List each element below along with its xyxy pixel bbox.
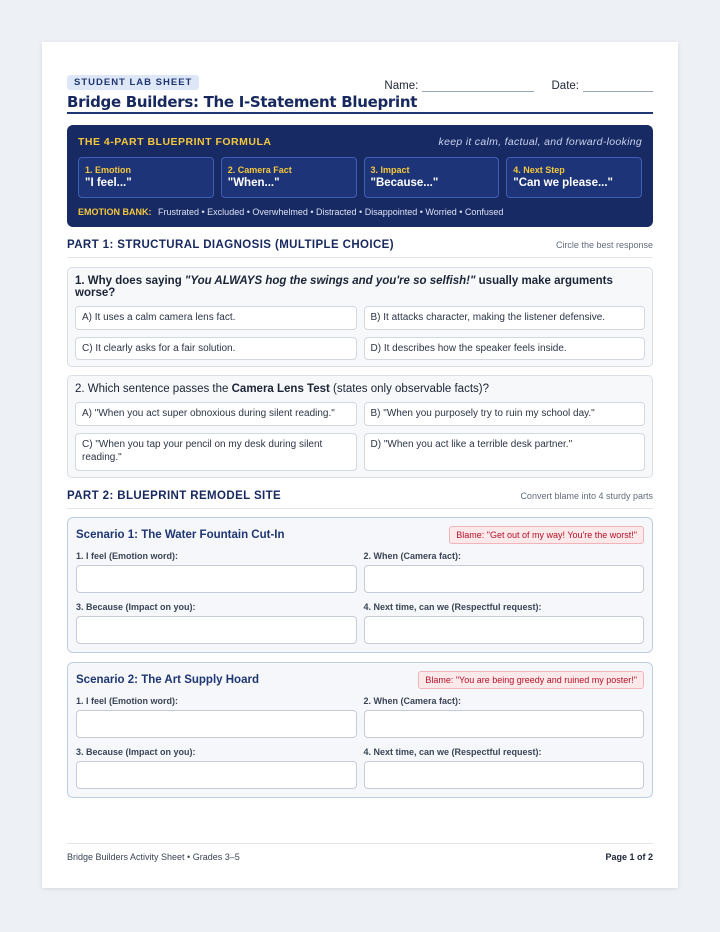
worksheet-title: Bridge Builders: The I-Statement Blueprint — [67, 93, 418, 111]
answer-option-a[interactable]: A) "When you act super obnoxious during silent reading." — [75, 402, 357, 426]
part1-header — [67, 239, 653, 258]
blame-statement: Blame: "Get out of my way! You're the worst!" — [449, 526, 644, 544]
request-field-label: 4. Next time, can we (Respectful request): — [363, 601, 542, 612]
page-number: Page 1 of 2 — [605, 852, 653, 862]
request-input[interactable] — [364, 761, 645, 789]
worksheet-page — [42, 42, 678, 888]
step-label: 3. Impact — [370, 165, 410, 175]
name-line[interactable] — [422, 91, 534, 92]
question-text-part: (states only observable facts)? — [329, 383, 490, 395]
emotion-field-label: 1. I feel (Emotion word): — [76, 550, 179, 561]
blueprint-formula-box — [67, 125, 653, 227]
formula-step-emotion — [78, 157, 214, 198]
name-label: Name: — [384, 80, 419, 92]
scenario-1-fields — [76, 551, 644, 644]
emotion-input[interactable] — [76, 565, 357, 593]
emotion-input[interactable] — [76, 710, 357, 738]
footer-sheet-name: Bridge Builders Activity Sheet • Grades 3–5 — [67, 852, 240, 862]
step-phrase: "Can we please..." — [513, 177, 613, 189]
scenario-2 — [67, 662, 653, 798]
part1-title: PART 1: STRUCTURAL DIAGNOSIS (MULTIPLE CHOICE) — [67, 239, 394, 251]
request-field-label: 4. Next time, can we (Respectful request): — [363, 746, 542, 757]
answer-option-d[interactable]: D) "When you act like a terrible desk partner." — [364, 433, 646, 471]
formula-step-impact — [364, 157, 500, 198]
question-2-text — [75, 383, 645, 395]
camera-fact-field-label: 2. When (Camera fact): — [363, 550, 462, 561]
formula-title: THE 4-PART BLUEPRINT FORMULA — [78, 136, 272, 148]
question-2-options — [75, 402, 645, 471]
answer-option-a[interactable]: A) It uses a calm camera lens fact. — [75, 306, 357, 330]
question-text-part: usually make arguments worse? — [75, 275, 613, 299]
impact-input[interactable] — [76, 761, 357, 789]
answer-option-c[interactable]: C) "When you tap your pencil on my desk during silent reading." — [75, 433, 357, 471]
request-input[interactable] — [364, 616, 645, 644]
formula-step-camera-fact — [221, 157, 357, 198]
formula-step-next-step — [506, 157, 642, 198]
part2-header — [67, 490, 653, 509]
step-phrase: "When..." — [227, 177, 280, 189]
part2-note: Convert blame into 4 sturdy parts — [520, 490, 653, 501]
scenario-2-fields — [76, 696, 644, 789]
scenario-2-title: Scenario 2: The Art Supply Hoard — [76, 673, 259, 686]
part2-title: PART 2: BLUEPRINT REMODEL SITE — [67, 489, 282, 502]
impact-input[interactable] — [76, 616, 357, 644]
formula-tagline: keep it calm, factual, and forward-looking — [438, 136, 642, 148]
step-phrase: "I feel..." — [85, 177, 132, 189]
camera-fact-input[interactable] — [364, 710, 645, 738]
question-quote: "You ALWAYS hog the swings and you're so selfish!" — [184, 275, 476, 287]
scenario-1 — [67, 517, 653, 653]
step-phrase: "Because..." — [370, 177, 439, 189]
question-1 — [67, 267, 653, 367]
answer-option-b[interactable]: B) It attacks character, making the listener defensive. — [364, 306, 646, 330]
date-line[interactable] — [583, 91, 653, 92]
blame-statement: Blame: "You are being greedy and ruined my poster!" — [418, 671, 644, 689]
answer-option-b[interactable]: B) "When you purposely try to ruin my school day." — [364, 402, 646, 426]
formula-steps — [78, 157, 642, 198]
question-1-text — [75, 275, 645, 299]
step-label: 4. Next Step — [513, 165, 565, 175]
camera-fact-field-label: 2. When (Camera fact): — [363, 695, 462, 706]
question-text-part: 1. Why does saying — [75, 275, 185, 287]
question-text-part: 2. Which sentence passes the — [75, 383, 232, 395]
impact-field-label: 3. Because (Impact on you): — [76, 746, 196, 757]
camera-lens-test-term: Camera Lens Test — [231, 383, 330, 395]
impact-field-label: 3. Because (Impact on you): — [76, 601, 196, 612]
name-date-fields — [384, 80, 653, 92]
worksheet-content — [67, 72, 653, 798]
emotion-bank — [78, 207, 642, 217]
answer-option-c[interactable]: C) It clearly asks for a fair solution. — [75, 337, 357, 361]
emotion-field-label: 1. I feel (Emotion word): — [76, 695, 179, 706]
lab-sheet-badge: STUDENT LAB SHEET — [67, 75, 199, 90]
step-label: 1. Emotion — [85, 165, 132, 175]
step-label: 2. Camera Fact — [227, 165, 292, 175]
emotion-bank-words: Frustrated • Excluded • Overwhelmed • Distracted • Disappointed • Worried • Confused — [158, 207, 504, 217]
answer-option-d[interactable]: D) It describes how the speaker feels inside. — [364, 337, 646, 361]
part1-note: Circle the best response — [555, 240, 653, 250]
camera-fact-input[interactable] — [364, 565, 645, 593]
question-2 — [67, 375, 653, 478]
question-1-options — [75, 306, 645, 360]
page-footer — [67, 843, 653, 862]
emotion-bank-label: EMOTION BANK: — [78, 207, 152, 217]
date-label: Date: — [551, 80, 579, 92]
worksheet-header — [67, 72, 653, 114]
scenario-1-title: Scenario 1: The Water Fountain Cut-In — [76, 528, 285, 541]
